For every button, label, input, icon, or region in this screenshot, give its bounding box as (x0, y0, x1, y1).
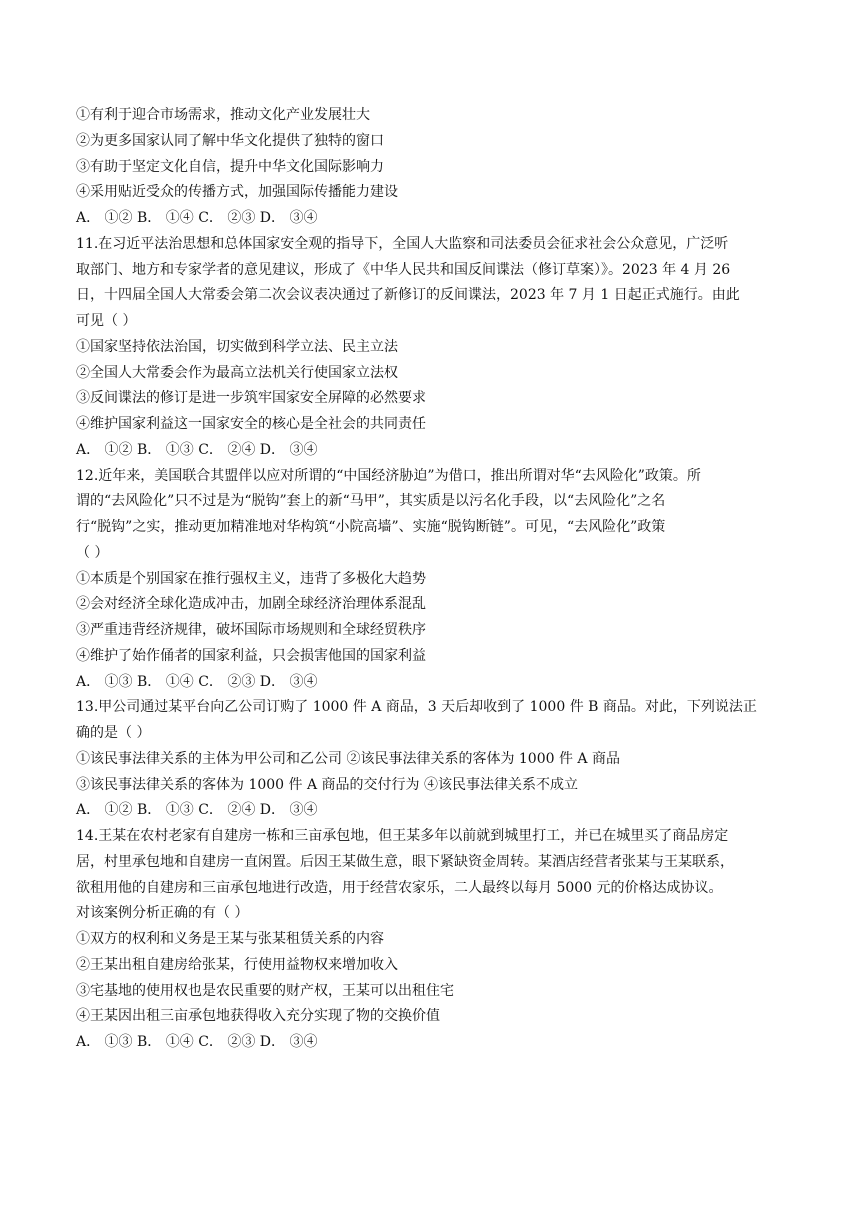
option-line: ④采用贴近受众的传播方式，加强国际传播能力建设 (76, 184, 398, 201)
option-line: ③反间谍法的修订是进一步筑牢国家安全屏障的必然要求 (76, 390, 426, 407)
answer-choices: A． ①③ B． ①④ C． ②③ D． ③④ (76, 673, 318, 690)
option-line: ②王某出租自建房给张某，行使用益物权来增加收入 (76, 956, 398, 973)
question-12-text: 行“脱钩”之实，推动更加精准地对华构筑“小院高墙”、实施“脱钩断链”。可见，“去风险化”政策 (76, 519, 666, 535)
option-line: ④维护国家利益这一国家安全的核心是全社会的共同责任 (76, 416, 426, 432)
option-line: ④维护了始作俑者的国家利益，只会损害他国的国家利益 (76, 647, 426, 664)
option-line: ②为更多国家认同了解中华文化提供了独特的窗口 (76, 132, 384, 149)
option-line: ②会对经济全球化造成冲击，加剧全球经济治理体系混乱 (76, 596, 426, 613)
option-line: ①本质是个别国家在推行强权主义，违背了多极化大趋势 (76, 570, 426, 587)
question-12-text: 谓的“去风险化”只不过是为“脱钩”套上的新“马甲”，其实质是以污名化手段，以“去风险化”之名 (76, 493, 666, 510)
option-line: ①该民事法律关系的主体为甲公司和乙公司 ②该民事法律关系的客体为 1000 件 A 商品 (76, 750, 620, 767)
question-11-text: 取部门、地方和专家学者的意见建议，形成了《中华人民共和国反间谍法（修订草案）》。2023 年 4 月 26 (76, 261, 731, 278)
question-12-text: （ ） (76, 544, 109, 561)
option-line: ①双方的权利和义务是王某与张某租赁关系的内容 (76, 931, 384, 947)
option-line: ③宅基地的使用权也是农民重要的财产权，王某可以出租住宅 (76, 982, 454, 999)
answer-choices: A． ①② B． ①③ C． ②④ D． ③④ (76, 441, 318, 458)
exam-page-content (76, 103, 792, 1056)
option-line: ③该民事法律关系的客体为 1000 件 A 商品的交付行为 ④该民事法律关系不成立 (76, 776, 578, 793)
option-line: ④王某因出租三亩承包地获得收入充分实现了物的交换价值 (76, 1008, 440, 1025)
option-line: ③有助于坚定文化自信，提升中华文化国际影响力 (76, 158, 384, 175)
question-14-text: 欲租用他的自建房和三亩承包地进行改造，用于经营农家乐，二人最终以每月 5000 元的价格达成协议。 (76, 879, 723, 896)
answer-choices: A． ①② B． ①④ C． ②③ D． ③④ (76, 210, 318, 226)
answer-choices: A． ①③ B． ①④ C． ②③ D． ③④ (76, 1034, 318, 1050)
question-13-text: 确的是（ ） (76, 725, 151, 741)
option-line: ①国家坚持依法治国，切实做到科学立法、民主立法 (76, 338, 398, 355)
question-11-text: 日，十四届全国人大常委会第二次会议表决通过了新修订的反间谍法，2023 年 7 月 1 日起正式施行。由此 (76, 287, 740, 304)
answer-choices: A． ①② B． ①③ C． ②④ D． ③④ (76, 802, 318, 819)
question-13-text: 13.甲公司通过某平台向乙公司订购了 1000 件 A 商品，3 天后却收到了 1000 件 B 商品。对此，下列说法正 (76, 699, 757, 716)
question-14-text: 居，村里承包地和自建房一直闲置。后因王某做生意，眼下紧缺资金周转。某酒店经营者张某与王某联系， (76, 853, 734, 870)
question-11-text: 可见（ ） (76, 313, 137, 329)
question-12-text: 12.近年来，美国联合其盟伴以应对所谓的“中国经济胁迫”为借口，推出所谓对华“去风险化”政策。所 (76, 467, 701, 484)
option-line: ②全国人大常委会作为最高立法机关行使国家立法权 (76, 364, 398, 381)
option-line: ①有利于迎合市场需求，推动文化产业发展壮大 (76, 107, 370, 123)
question-11-text: 11.在习近平法治思想和总体国家安全观的指导下，全国人大监察和司法委员会征求社会公众意见，广泛听 (76, 235, 729, 252)
option-line: ③严重违背经济规律，破坏国际市场规则和全球经贸秩序 (76, 622, 426, 638)
question-14-text: 14.王某在农村老家有自建房一栋和三亩承包地，但王某多年以前就到城里打工，并已在城里买了商品房定 (76, 828, 729, 844)
question-14-text: 对该案例分析正确的有（ ） (76, 905, 249, 922)
